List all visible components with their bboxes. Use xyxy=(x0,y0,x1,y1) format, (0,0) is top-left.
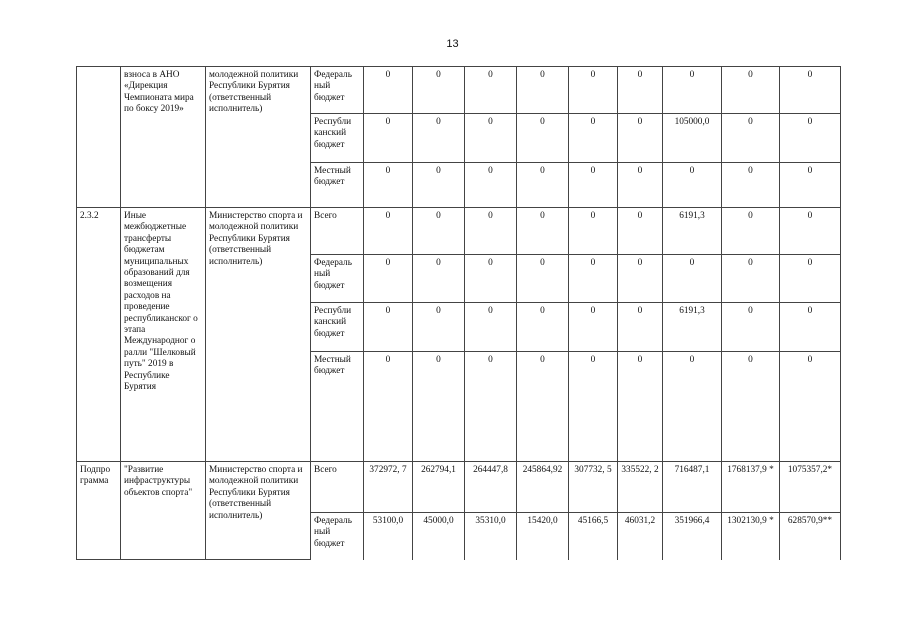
value-cell: 0 xyxy=(517,114,569,163)
value-cell: 716487,1 xyxy=(663,462,722,513)
value-cell: 0 xyxy=(569,208,618,255)
value-cell: 0 xyxy=(465,352,517,462)
value-cell: 0 xyxy=(517,208,569,255)
row-code: 2.3.2 xyxy=(77,208,121,462)
table-row xyxy=(77,462,841,513)
value-cell: 0 xyxy=(517,255,569,303)
value-cell: 0 xyxy=(722,114,780,163)
value-cell: 245864,92 xyxy=(517,462,569,513)
value-cell: 0 xyxy=(364,67,413,114)
funding-source: Местный бюджет xyxy=(311,163,364,208)
value-cell: 0 xyxy=(465,67,517,114)
value-cell: 0 xyxy=(722,352,780,462)
page-number: 13 xyxy=(446,38,459,50)
value-cell: 0 xyxy=(618,255,663,303)
value-cell: 372972, 7 xyxy=(364,462,413,513)
value-cell: 0 xyxy=(722,67,780,114)
value-cell: 0 xyxy=(780,208,841,255)
value-cell: 0 xyxy=(618,114,663,163)
value-cell: 0 xyxy=(569,163,618,208)
value-cell: 0 xyxy=(780,114,841,163)
value-cell: 0 xyxy=(413,352,465,462)
value-cell: 0 xyxy=(413,67,465,114)
value-cell: 0 xyxy=(413,163,465,208)
value-cell: 264447,8 xyxy=(465,462,517,513)
value-cell: 0 xyxy=(569,67,618,114)
value-cell: 0 xyxy=(780,352,841,462)
value-cell: 6191,3 xyxy=(663,303,722,352)
value-cell: 46031,2 xyxy=(618,513,663,560)
value-cell: 35310,0 xyxy=(465,513,517,560)
value-cell: 1768137,9 * xyxy=(722,462,780,513)
value-cell: 0 xyxy=(413,114,465,163)
value-cell: 0 xyxy=(364,114,413,163)
budget-table xyxy=(76,66,841,560)
value-cell: 1302130,9 * xyxy=(722,513,780,560)
funding-source: Федераль ный бюджет xyxy=(311,255,364,303)
value-cell: 0 xyxy=(663,163,722,208)
table-row xyxy=(77,67,841,114)
row-code xyxy=(77,67,121,208)
value-cell: 0 xyxy=(413,303,465,352)
value-cell: 0 xyxy=(413,208,465,255)
row-executor: Министерство спорта и молодежной политики Республики Бурятия (ответственный исполнитель) xyxy=(206,208,311,462)
value-cell: 0 xyxy=(569,352,618,462)
value-cell: 15420,0 xyxy=(517,513,569,560)
row-code: Подпро грамма xyxy=(77,462,121,560)
value-cell: 307732, 5 xyxy=(569,462,618,513)
funding-source: Федераль ный бюджет xyxy=(311,67,364,114)
table-row xyxy=(77,208,841,255)
value-cell: 0 xyxy=(364,163,413,208)
value-cell: 0 xyxy=(517,352,569,462)
funding-source: Всего xyxy=(311,462,364,513)
funding-source: Местный бюджет xyxy=(311,352,364,462)
value-cell: 0 xyxy=(618,208,663,255)
value-cell: 0 xyxy=(517,303,569,352)
value-cell: 0 xyxy=(569,255,618,303)
value-cell: 0 xyxy=(618,163,663,208)
value-cell: 0 xyxy=(722,208,780,255)
row-name: взноса в АНО «Дирекция Чемпионата мира по боксу 2019» xyxy=(121,67,206,208)
value-cell: 0 xyxy=(517,163,569,208)
value-cell: 351966,4 xyxy=(663,513,722,560)
value-cell: 1075357,2* xyxy=(780,462,841,513)
value-cell: 105000,0 xyxy=(663,114,722,163)
value-cell: 0 xyxy=(618,67,663,114)
value-cell: 0 xyxy=(569,114,618,163)
value-cell: 0 xyxy=(364,208,413,255)
value-cell: 0 xyxy=(569,303,618,352)
value-cell: 45000,0 xyxy=(413,513,465,560)
value-cell: 0 xyxy=(413,255,465,303)
value-cell: 0 xyxy=(364,255,413,303)
row-executor: молодежной политики Республики Бурятия (ответственный исполнитель) xyxy=(206,67,311,208)
row-executor: Министерство спорта и молодежной политики Республики Бурятия (ответственный исполнитель) xyxy=(206,462,311,560)
value-cell: 0 xyxy=(465,114,517,163)
value-cell: 0 xyxy=(722,163,780,208)
value-cell: 0 xyxy=(465,303,517,352)
value-cell: 0 xyxy=(465,255,517,303)
value-cell: 0 xyxy=(663,352,722,462)
value-cell: 45166,5 xyxy=(569,513,618,560)
funding-source: Всего xyxy=(311,208,364,255)
value-cell: 0 xyxy=(618,303,663,352)
value-cell: 0 xyxy=(663,255,722,303)
funding-source: Республи канский бюджет xyxy=(311,303,364,352)
value-cell: 53100,0 xyxy=(364,513,413,560)
value-cell: 0 xyxy=(465,163,517,208)
row-name: Иные межбюджетные трансферты бюджетам муниципальных образований для возмещения расходов на проведение республиканског о этапа Международног о ралли "Шелковый путь" 2019 в Республике Бурятия xyxy=(121,208,206,462)
value-cell: 0 xyxy=(722,255,780,303)
value-cell: 262794,1 xyxy=(413,462,465,513)
funding-source: Республи канский бюджет xyxy=(311,114,364,163)
value-cell: 0 xyxy=(780,255,841,303)
funding-source: Федераль ный бюджет xyxy=(311,513,364,560)
value-cell: 0 xyxy=(780,163,841,208)
value-cell: 0 xyxy=(465,208,517,255)
value-cell: 0 xyxy=(364,352,413,462)
value-cell: 6191,3 xyxy=(663,208,722,255)
value-cell: 0 xyxy=(722,303,780,352)
value-cell: 628570,9** xyxy=(780,513,841,560)
value-cell: 0 xyxy=(618,352,663,462)
value-cell: 335522, 2 xyxy=(618,462,663,513)
value-cell: 0 xyxy=(780,67,841,114)
value-cell: 0 xyxy=(364,303,413,352)
value-cell: 0 xyxy=(517,67,569,114)
value-cell: 0 xyxy=(663,67,722,114)
row-name: "Развитие инфраструктуры объектов спорта" xyxy=(121,462,206,560)
value-cell: 0 xyxy=(780,303,841,352)
